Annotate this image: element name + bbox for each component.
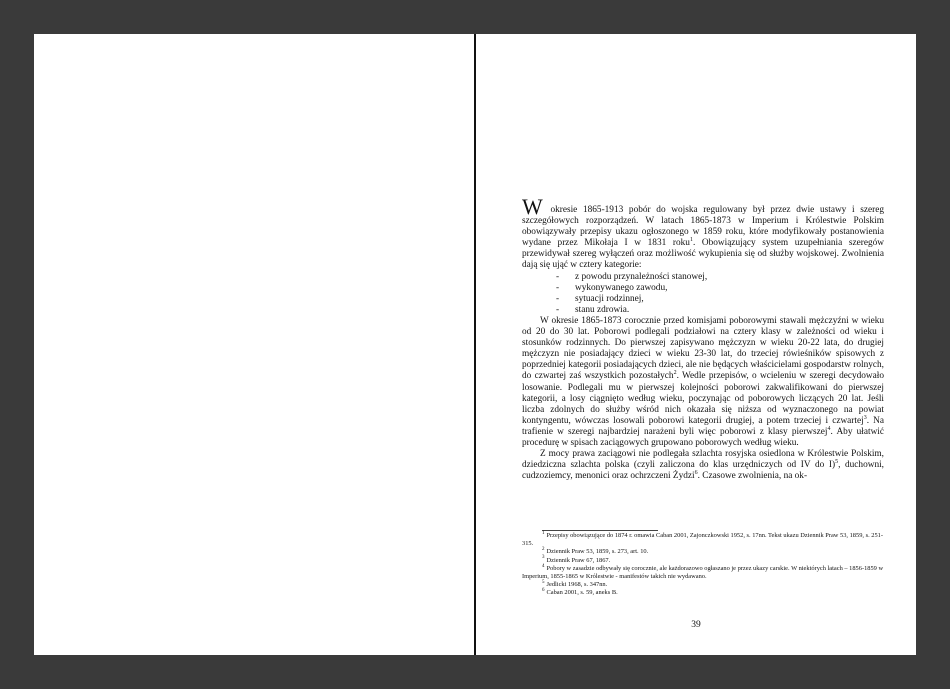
paragraph-1: W okresie 1865-1913 pobór do wojska regulowany był przez dwie ustawy i szereg szczegółowych rozporządzeń. W latach 1865-1873 w Imperium i Królestwie Polskim obowiązywały przepisy ukazu ogłoszonego w 1859 roku, które modyfikowały postanowienia wydane przez Mikołaja I w 1831 roku$^1$. Obowiązujący system uzupełniania szeregów przewidywał szereg wyłączeń oraz możliwość wykupienia się od służby wojskowej. Zwolnienia dają się ująć w cztery kategorie: bbox=[522, 194, 884, 271]
left-page-blank bbox=[34, 34, 474, 655]
footnote-item: $^1$ Przepisy obowiązujące do 1874 r. omawia Caban 2001, Zajonczkowski 1952, s. 17nn. Tekst ukazu Dziennik Praw 53, 1859, s. 251-315. bbox=[522, 530, 883, 548]
footnote-ref-6[interactable]: 6 bbox=[694, 470, 698, 477]
footnote-item: $^3$ Dziennik Praw 67, 1867. bbox=[542, 555, 611, 564]
footnote-item: $^6$ Caban 2001, s. 59, aneks B. bbox=[542, 588, 618, 597]
list-item: - sytuacji rodzinnej, bbox=[556, 294, 884, 305]
paragraph-3: Z mocy prawa zaciągowi nie podlegała szlachta rosyjska osiedlona w Królestwie Polskim, dziedziczna szlachta polska (czyli zaliczona do klas urzędniczych od IV do I)$^5$, duchowni, cudzoziemcy, menonici oraz ochrzczeni Żydzi$^6$. Czasowe zwolnienia, na ok- bbox=[522, 449, 884, 482]
footnote-ref-1[interactable]: 1 bbox=[689, 237, 693, 244]
body-text bbox=[522, 194, 885, 482]
drop-cap: W bbox=[522, 194, 543, 219]
footnote-ref-3[interactable]: 3 bbox=[863, 414, 867, 421]
footnotes bbox=[522, 530, 884, 598]
right-page bbox=[476, 34, 916, 655]
footnote-item: $^2$ Dziennik Praw 53, 1859, s. 273, art. 10. bbox=[542, 547, 649, 556]
footnote-ref-2[interactable]: 2 bbox=[673, 370, 677, 377]
footnote-ref-4[interactable]: 4 bbox=[827, 425, 831, 432]
list-item: - z powodu przynależności stanowej, bbox=[556, 272, 884, 283]
paragraph-2: W okresie 1865-1873 corocznie przed komisjami poborowymi stawali mężczyźni w wieku od 20 do 30 lat. Poborowi podlegali podziałowi na cztery klasy w zależności od wieku i stosunków rodzinnych. Do pierwszej zapisywano mężczyzn w wieku 20-22 lata, do drugiej mężczyzn nie posiadający dzieci w wieku 23-30 lat, do trzeciej rówieśników spisowych z poprzedniej kategorii posiadających dzieci, ale nie będących właścicielami gospodarstw rolnych, do czwartej zaś wszystkich pozostałych$^2$. Wedle przepisów, o wcieleniu w szeregi decydowało losowanie. Podlegali mu w pierwszej kolejności poborowi zakwalifikowani do pierwszej kategorii, a losy ciągnięto według wieku, poczynając od poborowych liczących 20 lat. Jeśli liczba zdolnych do służby wśród nich okazała się niższa od wyznaczonego na powiat kontyngentu, wówczas losowali poborowi kategorii drugiej, a potem trzeciej i czwartej$^3$. Na trafienie w szeregi najbardziej narażeni byli więc poborowi z klasy pierwszej$^4$. Aby ułatwić procedurę w spisach zaciągowych grupowano poborowych według wieku. bbox=[522, 315, 885, 448]
footnote-item: $^4$ Pobory w zasadzie odbywały się corocznie, ale każdorazowo ogłaszano je przez ukazy carskie. W niektórych latach – 1856-1859 w Imperium, 1855-1865 w Królestwie - manifestów takich nie wydawano. bbox=[522, 563, 884, 581]
list-item: - wykonywanego zawodu, bbox=[556, 283, 884, 294]
exemption-list bbox=[522, 272, 884, 316]
list-item: - stanu zdrowia. bbox=[556, 305, 884, 316]
footnote-ref-5[interactable]: 5 bbox=[835, 459, 839, 466]
footnote-rule bbox=[542, 530, 658, 531]
footnote-item: $^5$ Jedlicki 1968, s. 347nn. bbox=[542, 580, 608, 589]
page-number: 39 bbox=[691, 620, 701, 630]
